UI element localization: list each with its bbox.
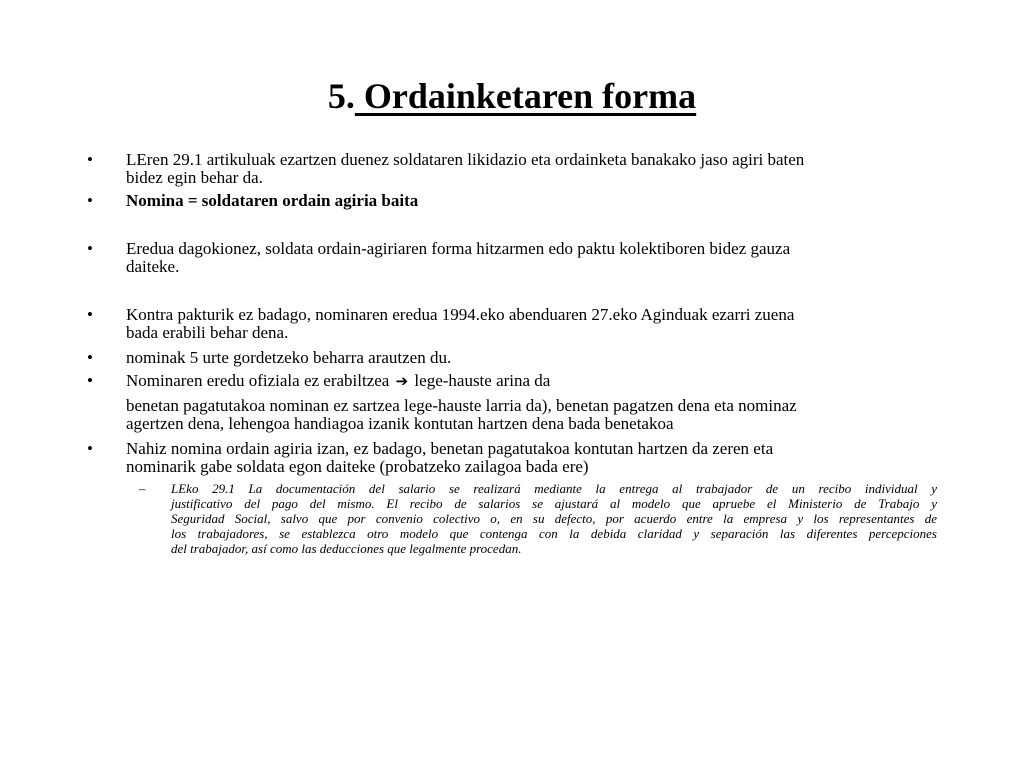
bullet-marker: • xyxy=(87,348,93,367)
bullet-6-line-1 xyxy=(126,372,550,390)
quote-line-3: Seguridad Social, salvo que por convenio colectivo o, en su defecto, por acuerdo entre la empresa y los representantes de xyxy=(171,511,937,526)
bullet-marker: • xyxy=(87,439,93,458)
bullet-2-line-1: Nomina = soldataren ordain agiria baita xyxy=(126,191,419,210)
bullet-marker: • xyxy=(87,305,93,324)
bullet-marker: • xyxy=(87,191,93,210)
quote-line-2: justificativo del pago del mismo. El recibo de salarios se ajustará al modelo que apruebe el Ministerio de Trabajo y xyxy=(171,496,937,511)
bullet-6-before-arrow: Nominaren eredu ofiziala ez erabiltzea xyxy=(126,371,390,390)
quote-line-4: los trabajadores, se establezca otro modelo que contenga con la debida claridad y separación las diferentes percepciones xyxy=(171,526,937,541)
bullet-6-after-arrow: lege-hauste arina da xyxy=(410,371,551,390)
bullet-marker: • xyxy=(87,150,93,169)
bullet-3-line-1: Eredua dagokionez, soldata ordain-agiriaren forma hitzarmen edo paktu kolektiboren bidez gauza xyxy=(126,239,791,258)
bullet-5-line-1: nominak 5 urte gordetzeko beharra arautzen du. xyxy=(126,348,452,367)
bullet-7-line-2: nominarik gabe soldata egon daiteke (probatzeko zailagoa bada ere) xyxy=(126,457,589,476)
title-text: Ordainketaren forma xyxy=(354,76,697,116)
title-number: 5. xyxy=(327,76,355,116)
bullet-3-line-2: daiteke. xyxy=(126,257,180,276)
bullet-6-continuation-2: agertzen dena, lehengoa handiagoa izanik kontutan hartzen dena bada benetakoa xyxy=(126,414,674,433)
bullet-1-line-1: LEren 29.1 artikuluak ezartzen duenez soldataren likidazio eta ordainketa banakako jaso agiri baten xyxy=(126,150,805,169)
bullet-1-line-2: bidez egin behar da. xyxy=(126,168,263,187)
quote-line-5: del trabajador, así como las deducciones que legalmente procedan. xyxy=(171,541,522,556)
bullet-6-continuation-1: benetan pagatutakoa nominan ez sartzea lege-hauste larria da), benetan pagatzen dena eta nominaz xyxy=(126,396,797,415)
bullet-4-line-1: Kontra pakturik ez badago, nominaren eredua 1994.eko abenduaren 27.eko Aginduak ezarri zuena xyxy=(126,305,795,324)
bullet-7-line-1: Nahiz nomina ordain agiria izan, ez badago, benetan pagatutakoa kontutan hartzen da zeren eta xyxy=(126,439,774,458)
bullet-marker: • xyxy=(87,239,93,258)
bullet-marker: • xyxy=(87,371,93,390)
bullet-4-line-2: bada erabili behar dena. xyxy=(126,323,289,342)
arrow-right-icon: ➔ xyxy=(395,372,409,390)
sub-bullet-dash: – xyxy=(139,481,146,496)
quote-line-1: LEko 29.1 La documentación del salario se realizará mediante la entrega al trabajador de un recibo individual y xyxy=(171,481,937,496)
